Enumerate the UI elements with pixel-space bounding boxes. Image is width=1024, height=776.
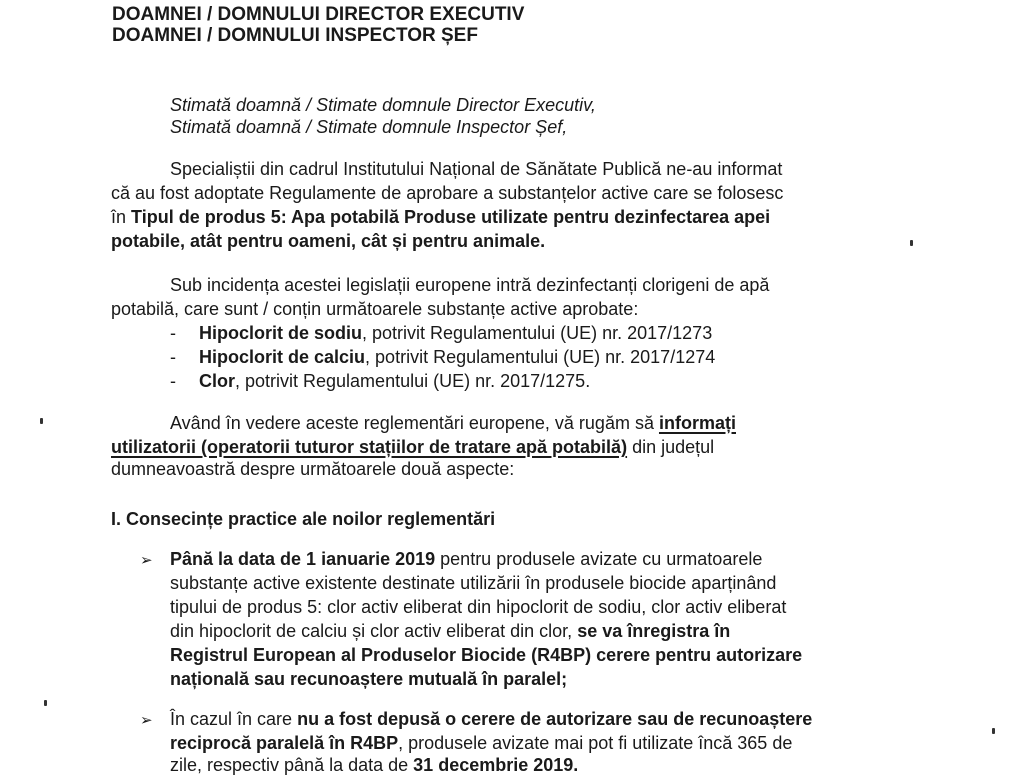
para3-line-2 — [111, 436, 714, 458]
point1-line-4 — [170, 620, 730, 642]
para2-line-2: potabilă, care sunt / conțin următoarele substanțe active aprobate: — [111, 299, 639, 319]
point2-line-2-text: , produsele avizate mai pot fi utilizate încă 365 de — [398, 733, 793, 753]
operators-emphasis: utilizatorii (operatorii tuturor stațiilor de tratare apă potabilă) — [111, 437, 628, 457]
deadline-2019-12-31: 31 decembrie 2019. — [413, 755, 579, 775]
substance-name: Clor — [199, 371, 235, 391]
list-bullet: - — [170, 347, 176, 367]
point2-line-1 — [170, 708, 812, 730]
parallel-request-emphasis: reciprocă paralelă în R4BP — [170, 733, 399, 753]
deadline-2019-01-01: Până la data de 1 ianuarie 2019 — [170, 549, 436, 569]
point1-line-2: substanțe active existente destinate utilizării în produsele biocide aparținând — [170, 573, 777, 593]
point2-line-2 — [170, 732, 792, 754]
scan-speck — [992, 728, 995, 734]
register-emphasis: se va înregistra în — [577, 621, 731, 641]
addressee-line-1: DOAMNEI / DOMNULUI DIRECTOR EXECUTIV — [112, 4, 525, 25]
substance-name: Hipoclorit de calciu — [199, 347, 366, 367]
arrow-bullet-icon: ➢ — [140, 712, 153, 729]
point1-line-6: națională sau recunoaștere mutuală în paralel; — [170, 669, 568, 689]
point1-line-1-text: pentru produsele avizate cu urmatoarele — [440, 549, 763, 569]
point1-line-4-text: din hipoclorit de calciu și clor activ eliberat din clor, — [170, 621, 573, 641]
point1-line-3: tipului de produs 5: clor activ eliberat din hipoclorit de sodiu, clor activ eliberat — [170, 597, 787, 617]
point2-line-1-text: În cazul în care — [170, 709, 293, 729]
list-bullet: - — [170, 371, 176, 391]
no-request-emphasis: nu a fost depusă o cerere de autorizare sau de recunoaștere — [297, 709, 813, 729]
para1-line-3 — [111, 206, 770, 228]
salutation-line-1: Stimată doamnă / Stimate domnule Director Executiv, — [170, 95, 596, 115]
scan-speck — [910, 240, 913, 246]
regulation-ref: , potrivit Regulamentului (UE) nr. 2017/1273 — [362, 323, 713, 343]
para3-line-3: dumneavoastră despre următoarele două aspecte: — [111, 459, 515, 479]
arrow-bullet-icon: ➢ — [140, 552, 153, 569]
para2-line-1: Sub incidența acestei legislații europene intră dezinfectanți clorigeni de apă — [170, 275, 770, 295]
product-type-title: Tipul de produs 5: Apa potabilă Produse utilizate pentru dezinfectarea apei — [131, 207, 771, 227]
list-bullet: - — [170, 323, 176, 343]
list-item — [199, 370, 590, 392]
para1-line-4: potabile, atât pentru oameni, cât și pentru animale. — [111, 231, 546, 251]
para3-line-1 — [170, 412, 736, 434]
regulation-ref: , potrivit Regulamentului (UE) nr. 2017/1274 — [365, 347, 716, 367]
para3-line-1-text: Având în vedere aceste reglementări europene, vă rugăm să — [170, 413, 654, 433]
scan-speck — [40, 418, 43, 424]
section-heading: I. Consecințe practice ale noilor reglementări — [111, 509, 496, 529]
list-item — [199, 346, 715, 368]
salutation-line-2: Stimată doamnă / Stimate domnule Inspector Șef, — [170, 117, 568, 137]
para3-line-2-text: din județul — [632, 437, 715, 457]
point2-line-3-text: zile, respectiv până la data de — [170, 755, 409, 775]
point2-line-3 — [170, 754, 578, 776]
inform-emphasis: informați — [658, 413, 736, 433]
addressee-line-2: DOAMNEI / DOMNULUI INSPECTOR ȘEF — [112, 25, 478, 46]
para1-line-2: că au fost adoptate Regulamente de aprobare a substanțelor active care se folosesc — [111, 183, 784, 203]
substance-name: Hipoclorit de sodiu — [199, 323, 363, 343]
point1-line-1 — [170, 548, 762, 570]
scan-speck — [44, 700, 47, 706]
para1-line-3-prefix: în — [111, 207, 127, 227]
list-item — [199, 322, 712, 344]
point1-line-5: Registrul European al Produselor Biocide (R4BP) cerere pentru autorizare — [170, 645, 803, 665]
para1-line-1: Specialiștii din cadrul Institutului Național de Sănătate Publică ne-au informat — [170, 159, 783, 179]
regulation-ref: , potrivit Regulamentului (UE) nr. 2017/1275. — [235, 371, 591, 391]
